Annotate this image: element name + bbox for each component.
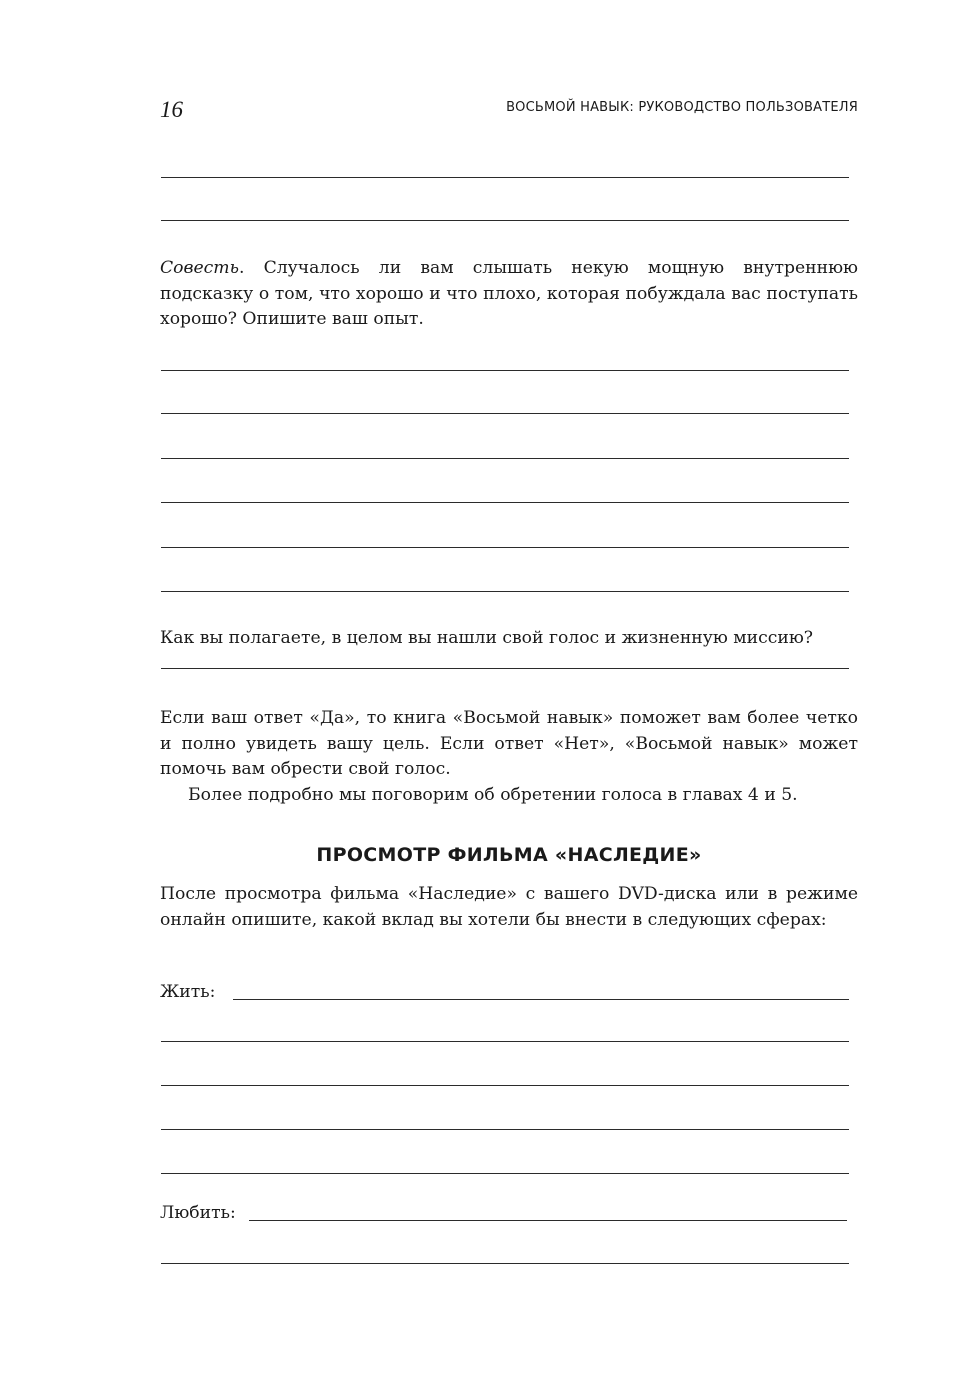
love-answer-line[interactable]: [249, 1220, 847, 1221]
answer-line[interactable]: [161, 458, 849, 459]
answer-line[interactable]: [161, 370, 849, 371]
answer-line[interactable]: [161, 591, 849, 592]
section-title: ПРОСМОТР ФИЛЬМА «НАСЛЕДИЕ»: [316, 844, 702, 866]
answer-line[interactable]: [161, 547, 849, 548]
page-number: 16: [160, 97, 183, 122]
answer-line[interactable]: [161, 1041, 849, 1042]
love-label: Любить:: [160, 1203, 236, 1223]
conscience-question: [160, 256, 858, 333]
conscience-term: Совесть: [160, 258, 239, 278]
live-label: Жить:: [160, 982, 216, 1002]
voice-question: Как вы полагаете, в целом вы нашли свой голос и жизненную миссию?: [160, 628, 813, 648]
answer-line[interactable]: [161, 220, 849, 221]
running-head: ВОСЬМОЙ НАВЫК: РУКОВОДСТВО ПОЛЬЗОВАТЕЛЯ: [506, 100, 858, 115]
answer-line[interactable]: [161, 668, 849, 669]
answer-line[interactable]: [161, 502, 849, 503]
conscience-question-text: . Случалось ли вам слышать некую мощную внутреннюю подсказку о том, что хорошо и что плохо, которая побуждала вас поступать хорошо? Опишите ваш опыт.: [160, 258, 858, 329]
answer-line[interactable]: [161, 1173, 849, 1174]
answer-line[interactable]: [161, 177, 849, 178]
answer-line[interactable]: [161, 1129, 849, 1130]
answer-paragraph: Если ваш ответ «Да», то книга «Восьмой навык» поможет вам более четко и полно увидеть вашу цель. Если ответ «Нет», «Восьмой навык» может помочь вам обрести свой голос.: [160, 708, 858, 779]
more-details: Более подробно мы поговорим об обретении голоса в главах 4 и 5.: [188, 785, 798, 805]
live-answer-line[interactable]: [233, 999, 849, 1000]
answer-line[interactable]: [161, 1263, 849, 1264]
answer-line[interactable]: [161, 413, 849, 414]
answer-line[interactable]: [161, 1085, 849, 1086]
section-intro: После просмотра фильма «Наследие» с вашего DVD-диска или в режиме онлайн опишите, какой вклад вы хотели бы внести в следующих сферах:: [160, 884, 858, 930]
